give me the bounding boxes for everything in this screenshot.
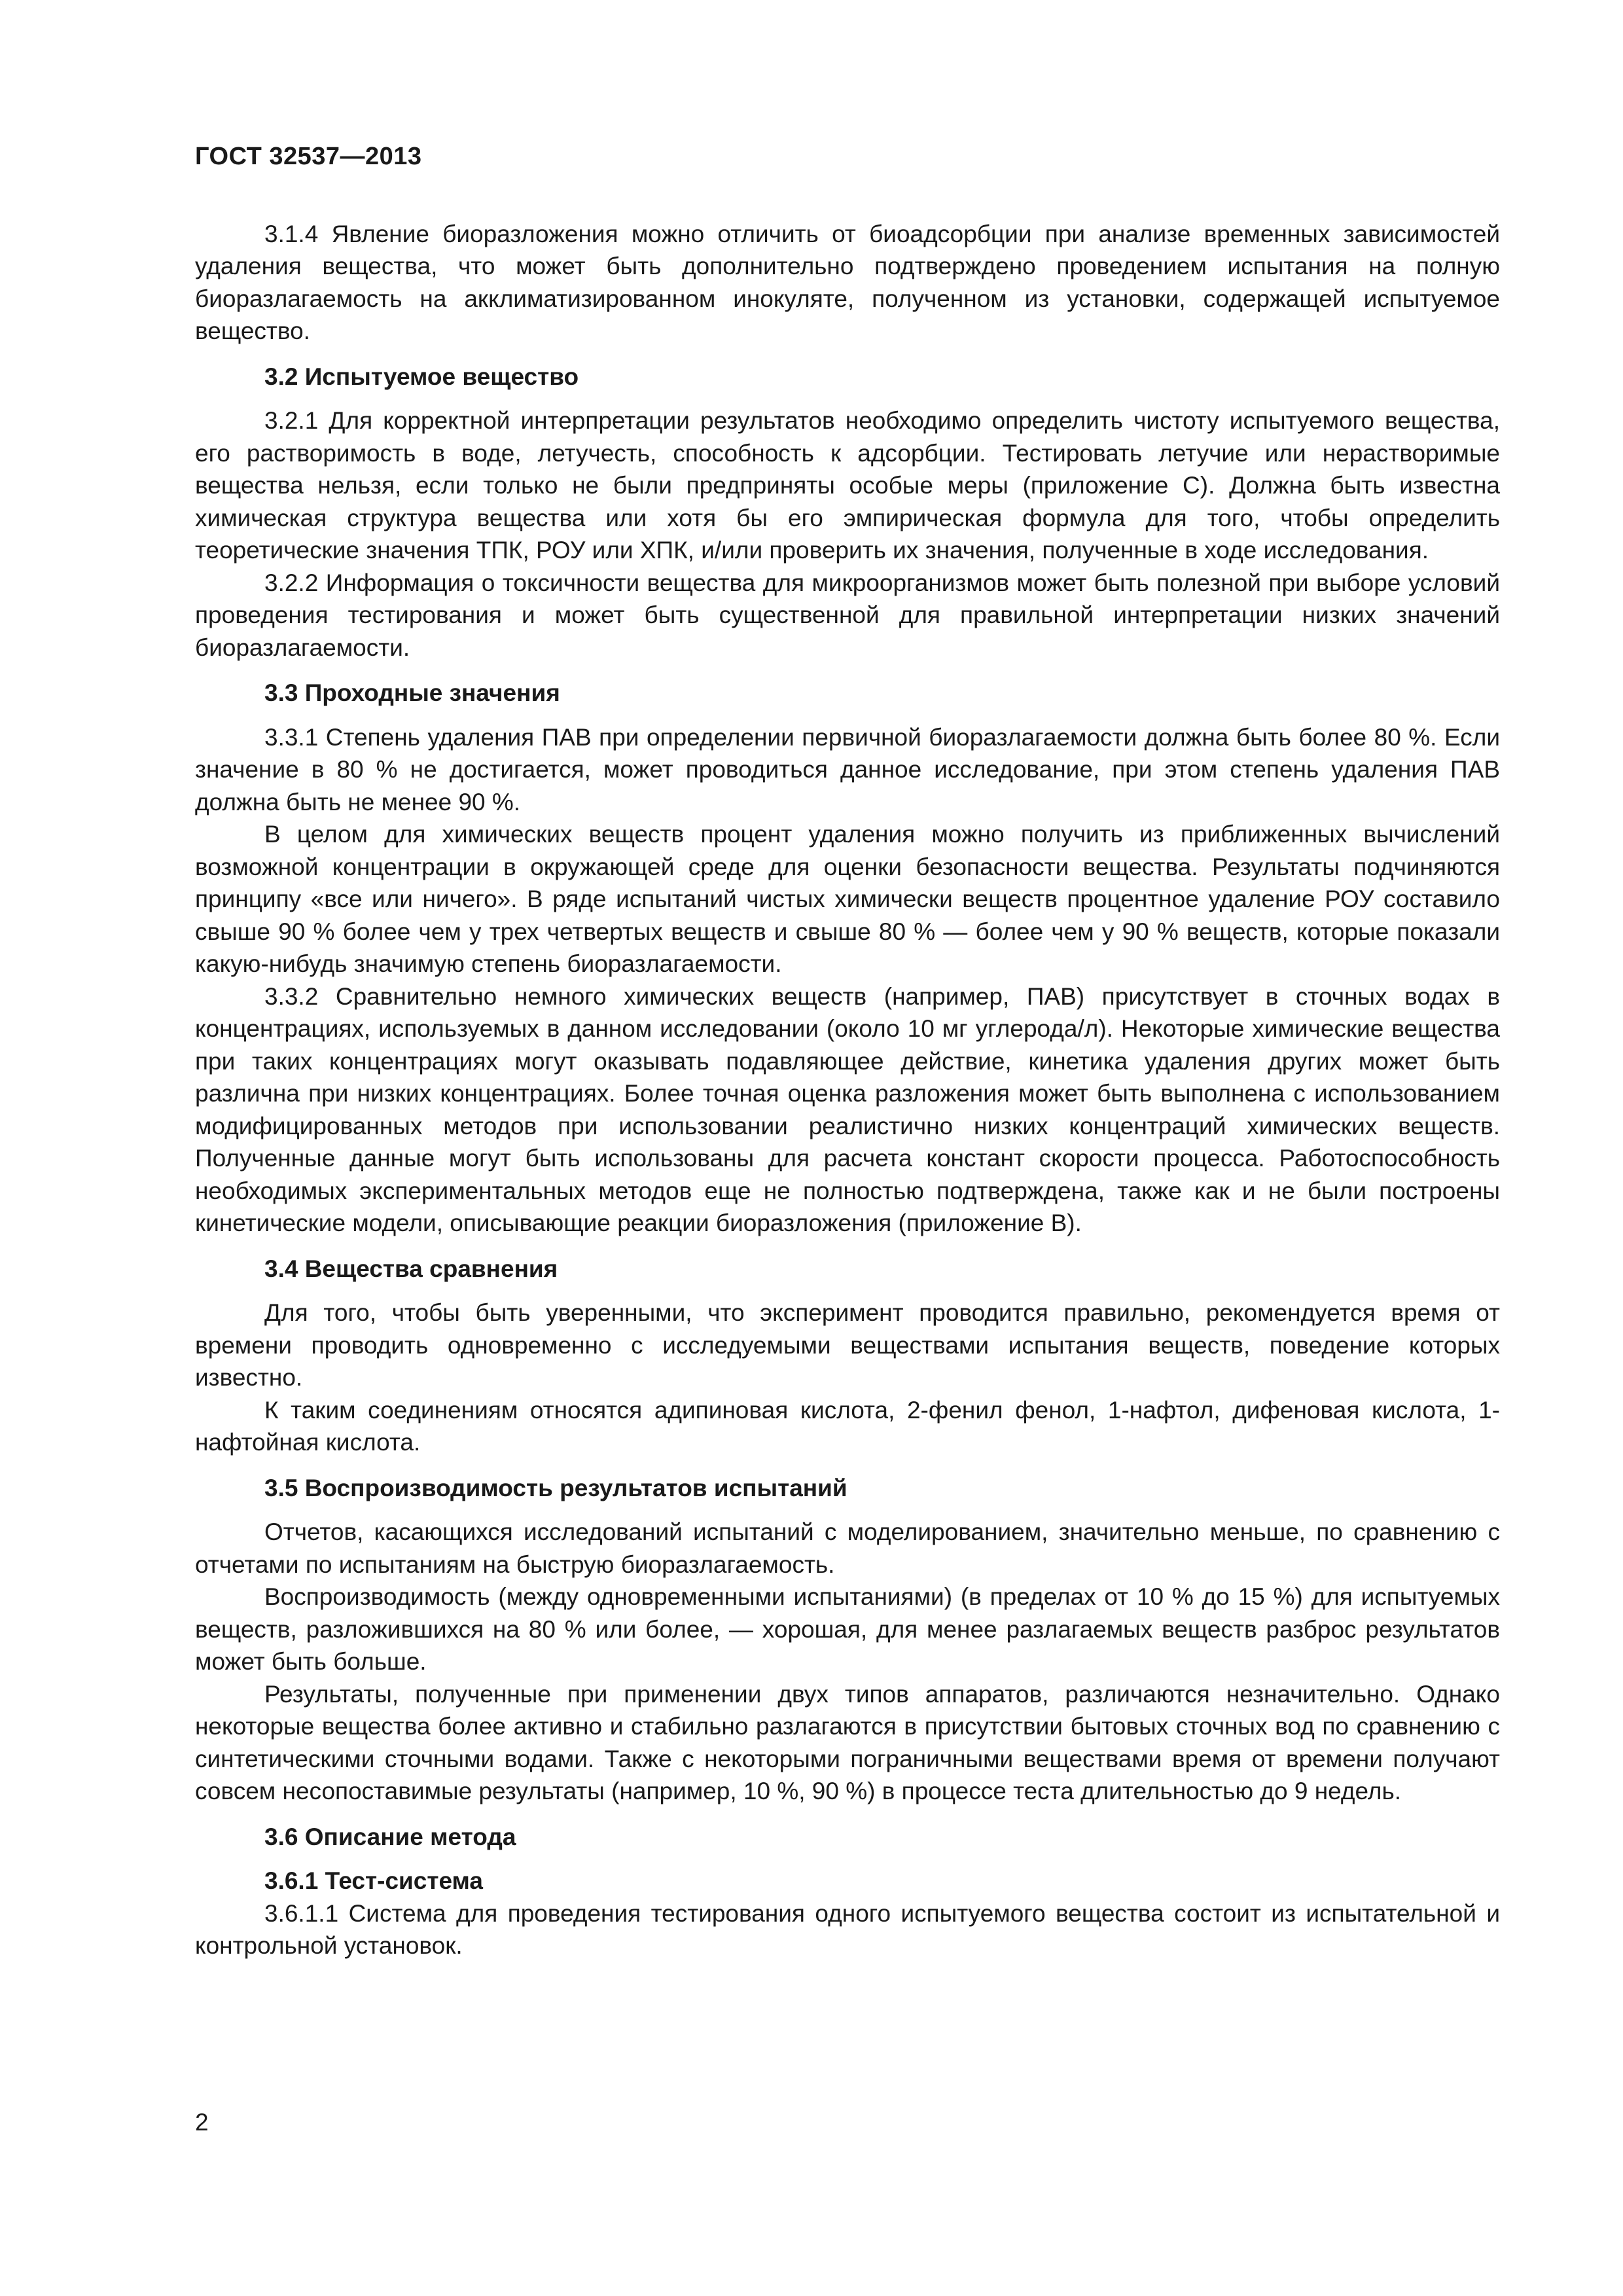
paragraph-3-3-1: 3.3.1 Степень удаления ПАВ при определении первичной биоразлагаемости должна быть более 80 %. Если значение в 80 % не достигается, может проводиться данное исследование, при этом степень удаления ПАВ должна быть не менее 90 %. xyxy=(195,723,1500,816)
paragraph-3-3-2: 3.3.2 Сравнительно немного химических веществ (например, ПАВ) присутствует в сточных водах в концентрациях, используемых в данном исследовании (около 10 мг углерода/л). Некоторые химические вещества при таких концентрациях могут оказывать подавляющее действие, кинетика удаления других может быть различна при низких концентрациях. Более точная оценка разложения может быть выполнена с использованием модифицированных методов при использовании реалистично низких концентраций химических веществ. Полученные данные могут быть использованы для расчета констант скорости процесса. Работоспособность необходимых экспериментальных методов еще не полностью подтверждена, также как и не были построены кинетические модели, описывающие реакции биоразложения (приложение В). xyxy=(195,982,1500,1236)
paragraph-3-1-4: 3.1.4 Явление биоразложения можно отличить от биоадсорбции при анализе временных зависимостей удаления вещества, что может быть дополнительно подтверждено проведением испытания на полную биоразлагаемость на акклиматизированном инокуляте, полученном из установки, содержащей испытуемое вещество. xyxy=(195,220,1500,344)
section-heading-3-6: 3.6 Описание метода xyxy=(264,1823,516,1850)
section-heading-3-4: 3.4 Вещества сравнения xyxy=(264,1255,558,1282)
paragraph-3-2-2: 3.2.2 Информация о токсичности вещества для микроорганизмов может быть полезной при выборе условий проведения тестирования и может быть существенной для правильной интерпретации низких значений биоразлагаемости. xyxy=(195,569,1500,661)
section-heading-3-3: 3.3 Проходные значения xyxy=(264,679,560,706)
document-page xyxy=(195,141,1500,1962)
paragraph-3-4-a: Для того, чтобы быть уверенными, что эксперимент проводится правильно, рекомендуется время от времени проводить одновременно с исследуемыми веществами испытания веществ, поведение которых известно. xyxy=(195,1299,1500,1391)
paragraph-3-5-b: Воспроизводимость (между одновременными испытаниями) (в пределах от 10 % до 15 %) для испытуемых веществ, разложившихся на 80 % или более, — хорошая, для менее разлагаемых веществ разброс результатов может быть больше. xyxy=(195,1583,1500,1675)
paragraph-3-3-1-continued: В целом для химических веществ процент удаления можно получить из приближенных вычислений возможной концентрации в окружающей среде для оценки безопасности вещества. Результаты подчиняются принципу «все или ничего». В ряде испытаний чистых химически веществ процентное удаление РОУ составило свыше 90 % более чем у трех четвертых веществ и свыше 80 % — более чем у 90 % веществ, которые показали какую-нибудь значимую степень биоразлагаемости. xyxy=(195,821,1500,977)
paragraph-3-5-c: Результаты, полученные при применении двух типов аппаратов, различаются незначительно. Однако некоторые вещества более активно и стабильно разлагаются в присутствии бытовых сточных вод по сравнению с синтетическими сточными водами. Также с некоторыми пограничными веществами время от времени получают совсем несопоставимые результаты (например, 10 %, 90 %) в процессе теста длительностью до 9 недель. xyxy=(195,1680,1500,1804)
paragraph-3-6-1-1: 3.6.1.1 Система для проведения тестирования одного испытуемого вещества состоит из испытательной и контрольной установок. xyxy=(195,1899,1500,1959)
paragraph-3-5-a: Отчетов, касающихся исследований испытаний с моделированием, значительно меньше, по сравнению с отчетами по испытаниям на быструю биоразлагаемость. xyxy=(195,1518,1500,1578)
subsection-heading-3-6-1: 3.6.1 Тест-система xyxy=(264,1867,484,1894)
section-heading-3-2: 3.2 Испытуемое вещество xyxy=(264,363,579,390)
page-number: 2 xyxy=(195,2109,209,2136)
paragraph-3-4-b: К таким соединениям относятся адипиновая кислота, 2-фенил фенол, 1-нафтол, дифеновая кислота, 1-нафтойная кислота. xyxy=(195,1396,1500,1456)
section-heading-3-5: 3.5 Воспроизводимость результатов испытаний xyxy=(264,1474,847,1501)
paragraph-3-2-1: 3.2.1 Для корректной интерпретации результатов необходимо определить чистоту испытуемого вещества, его растворимость в воде, летучесть, способность к адсорбции. Тестировать летучие или нерастворимые вещества нельзя, если только не были предприняты особые меры (приложение С). Должна быть известна химическая структура вещества или хотя бы его эмпирическая формула для того, чтобы определить теоретические значения ТПК, РОУ или ХПК, и/или проверить их значения, полученные в ходе исследования. xyxy=(195,407,1500,564)
document-code-header: ГОСТ 32537—2013 xyxy=(195,143,422,170)
